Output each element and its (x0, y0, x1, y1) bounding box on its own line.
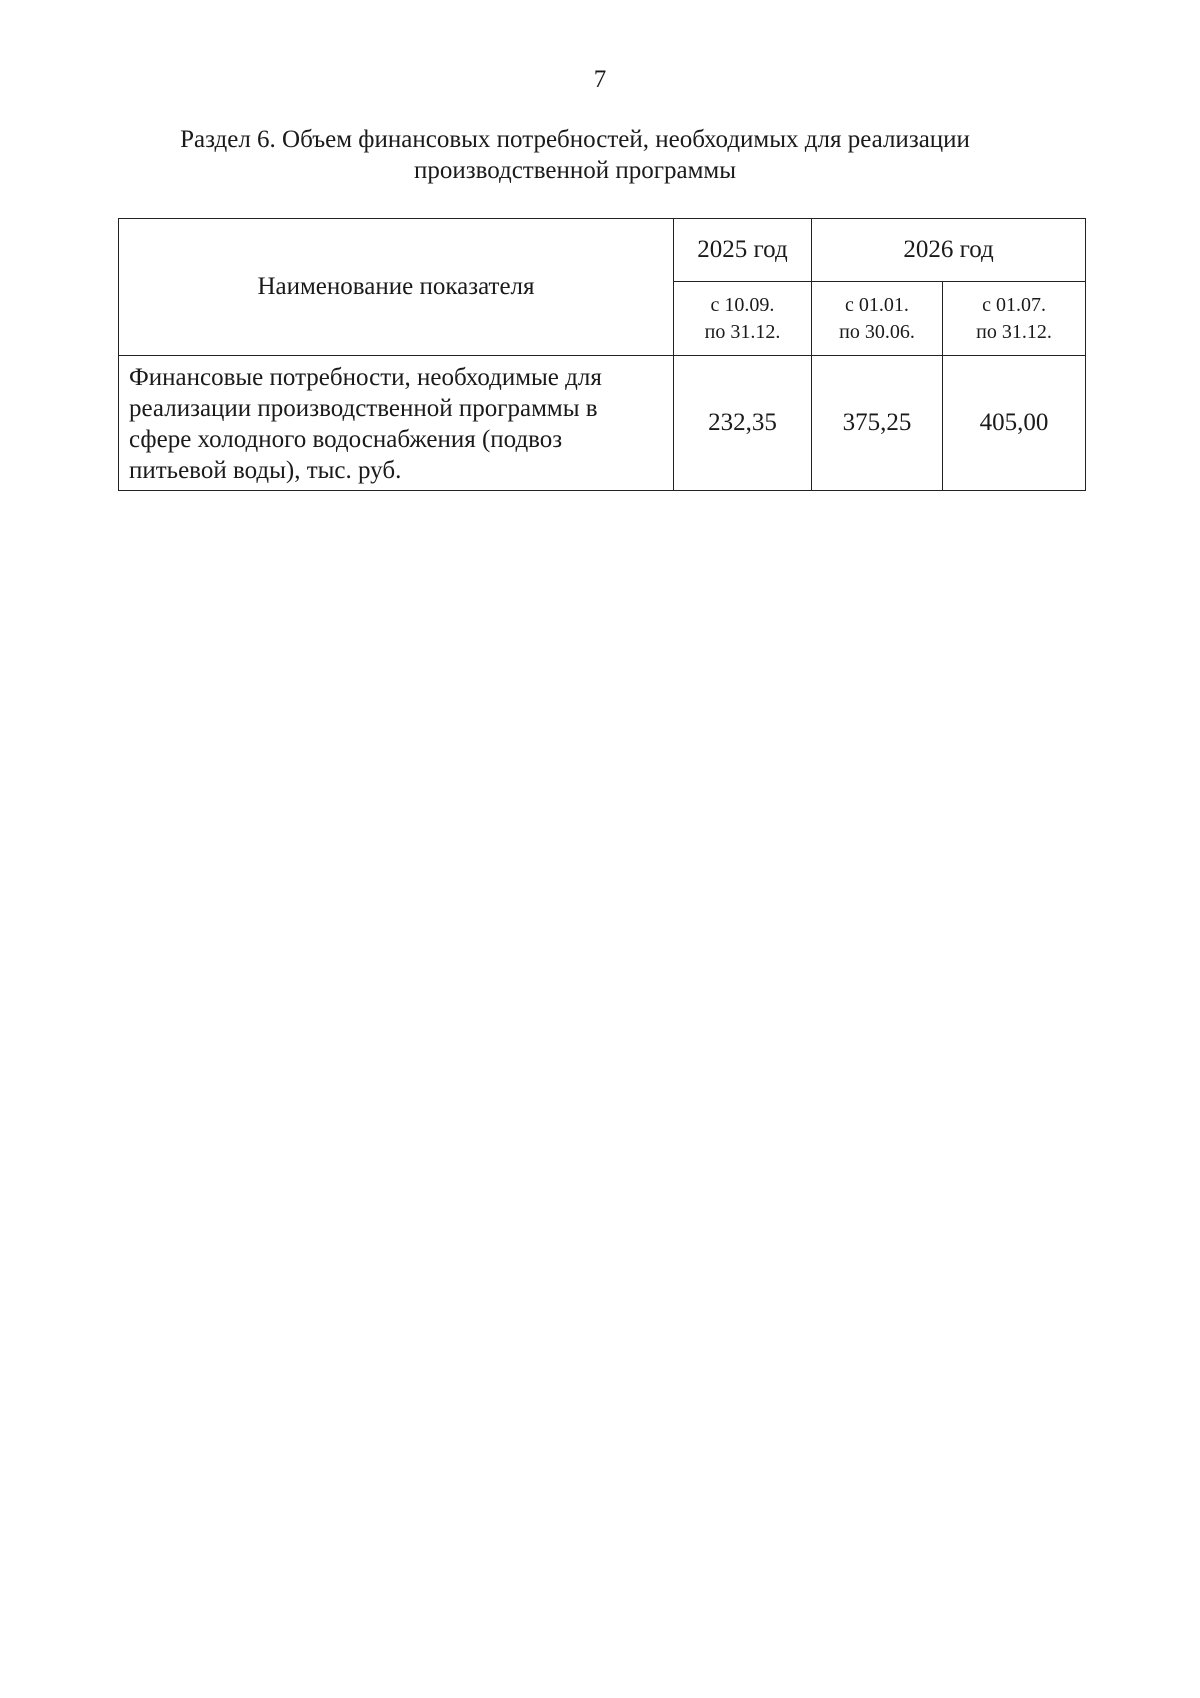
section-title-line-1: Раздел 6. Объем финансовых потребностей, необходимых для реализации (180, 126, 970, 153)
row-label-line-4: питьевой воды), тыс. руб. (129, 457, 402, 484)
value-period-1: 232,35 (674, 356, 812, 491)
period-3-to: по 31.12. (976, 320, 1052, 343)
header-year-2025: 2025 год (674, 219, 812, 282)
row-label-line-1: Финансовые потребности, необходимые для (129, 364, 602, 391)
header-year-2026: 2026 год (812, 219, 1086, 282)
period-1-to: по 31.12. (704, 320, 781, 343)
row-label (119, 356, 674, 491)
period-1-from: с 10.09. (710, 293, 775, 316)
section-title-line-2: производственной программы (413, 157, 737, 184)
period-2-to: по 30.06. (839, 320, 915, 343)
section-title (120, 124, 1030, 186)
row-label-line-3: сфере холодного водоснабжения (подвоз (129, 426, 563, 453)
period-2-from: с 01.01. (845, 293, 909, 316)
header-period-3 (943, 282, 1086, 356)
header-period-2 (812, 282, 943, 356)
value-period-3: 405,00 (943, 356, 1086, 491)
page-number: 7 (593, 66, 607, 93)
value-period-2: 375,25 (812, 356, 943, 491)
header-indicator-name: Наименование показателя (119, 219, 674, 356)
row-label-line-2: реализации производственной программы в (129, 395, 598, 422)
financial-needs-table (118, 218, 1086, 491)
table-row (119, 356, 1086, 491)
header-period-1 (674, 282, 812, 356)
table-header-row-years (119, 219, 1086, 282)
period-3-from: с 01.07. (982, 293, 1046, 316)
